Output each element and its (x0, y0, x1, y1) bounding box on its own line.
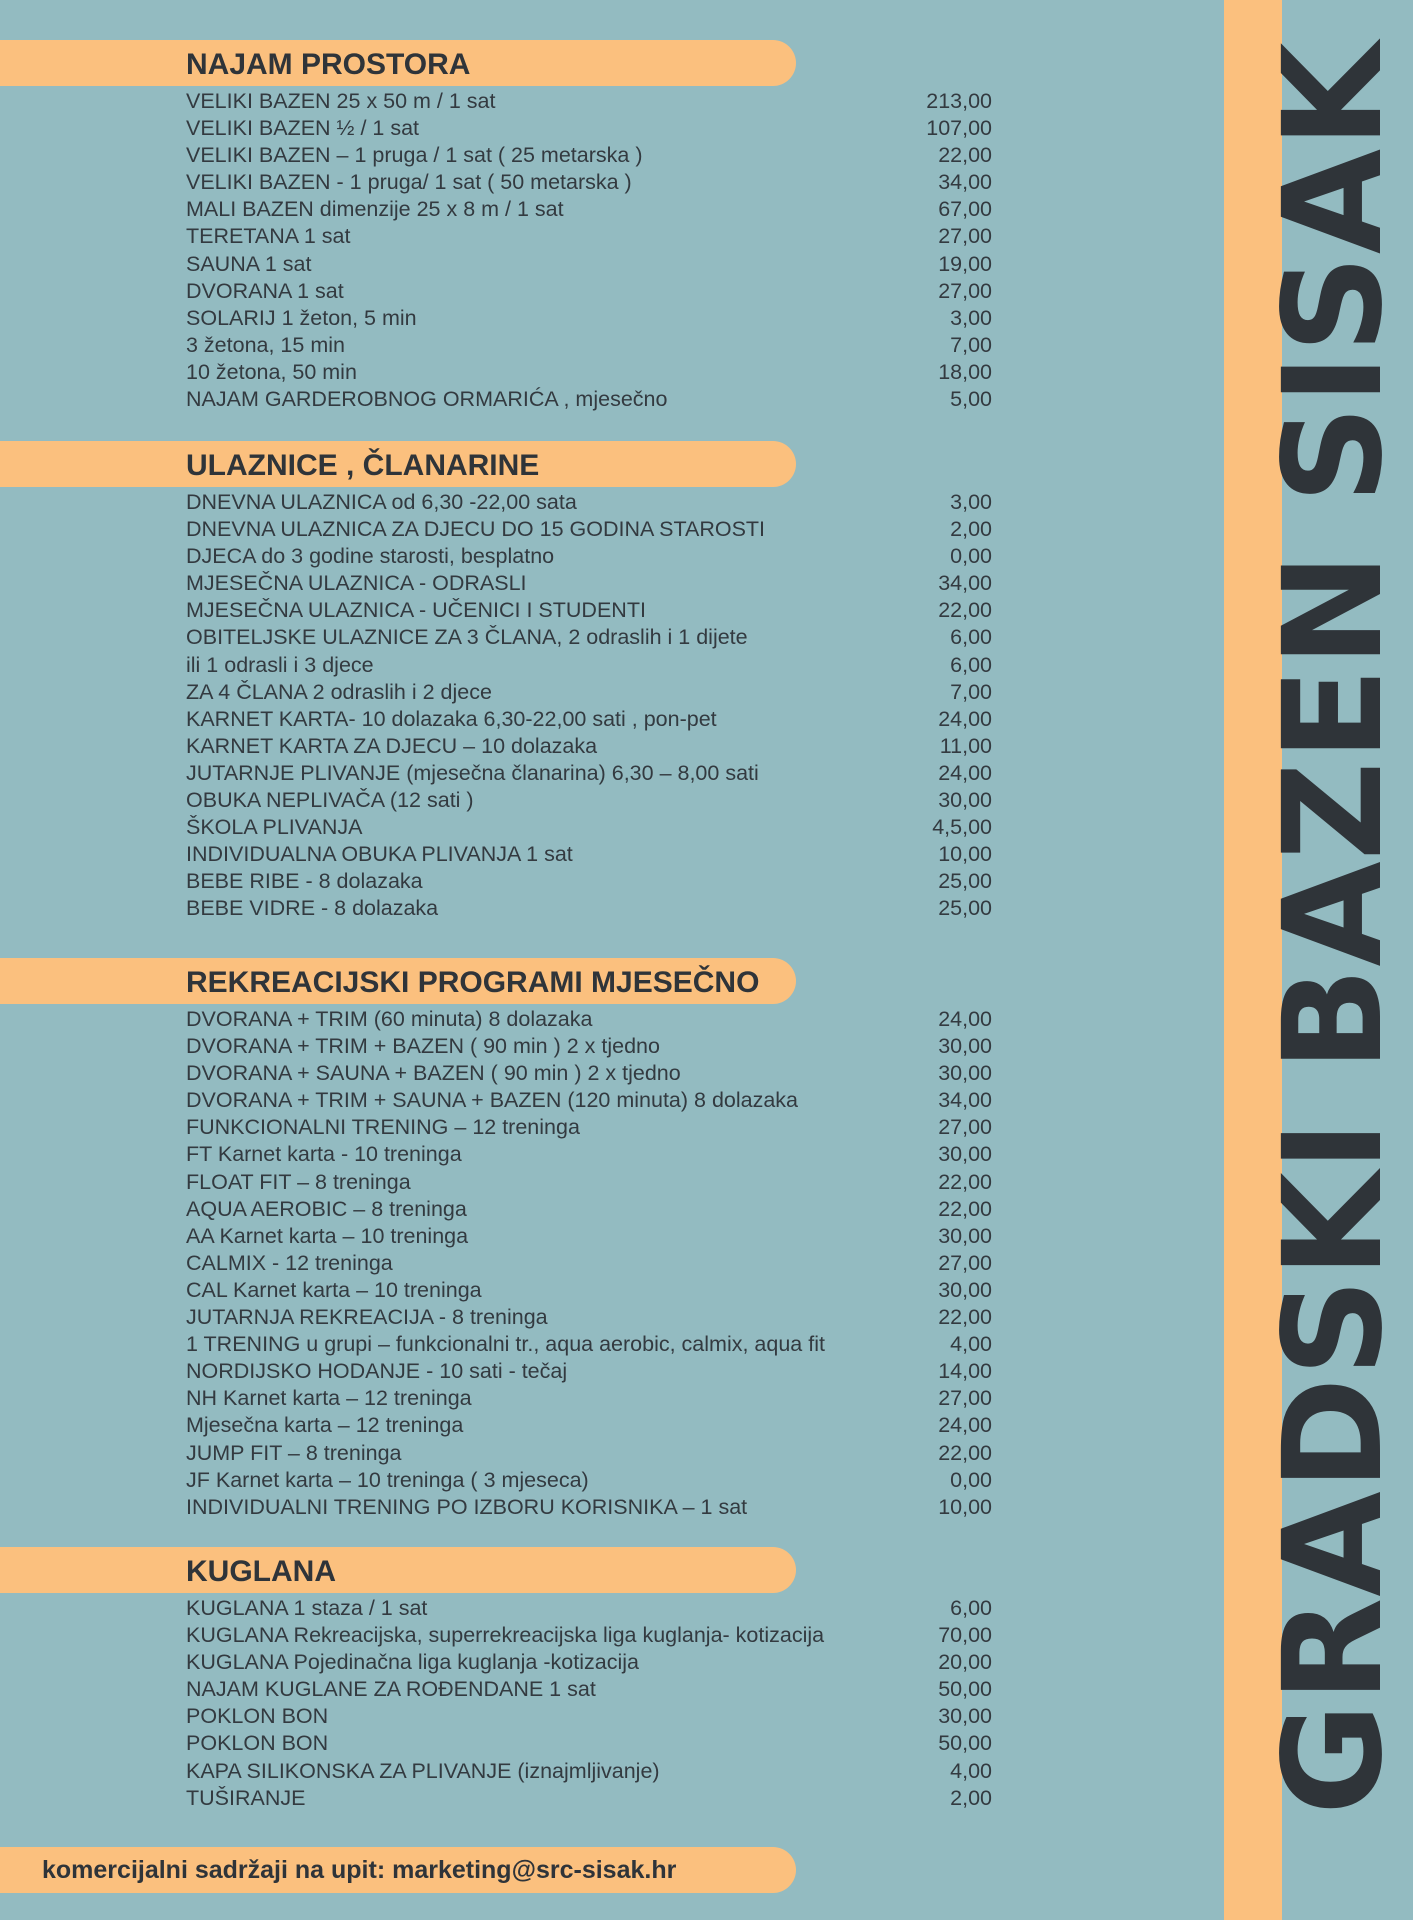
price-row (186, 1087, 992, 1114)
item-label: BEBE VIDRE - 8 dolazaka (186, 896, 439, 921)
item-label: 3 žetona, 15 min (186, 332, 345, 357)
price-row (186, 1649, 992, 1676)
item-label: SOLARIJ 1 žeton, 5 min (186, 305, 417, 330)
price-row (186, 1304, 992, 1331)
item-price: 4,5,00 (932, 815, 992, 840)
price-row (186, 787, 992, 814)
item-price: 34,00 (938, 170, 992, 195)
item-label: OBUKA NEPLIVAČA (12 sati ) (186, 788, 474, 813)
price-row (186, 570, 992, 597)
item-price: 34,00 (938, 1088, 992, 1113)
item-label: Mjesečna karta – 12 treninga (186, 1413, 464, 1438)
item-price: 27,00 (938, 1115, 992, 1140)
item-label: KUGLANA Rekreacijska, superrekreacijska liga kuglanja- kotizacija (186, 1623, 825, 1648)
price-row (186, 516, 992, 543)
price-row (186, 1785, 992, 1812)
item-label: JF Karnet karta – 10 treninga ( 3 mjeseca) (186, 1467, 589, 1492)
item-label: INDIVIDUALNA OBUKA PLIVANJA 1 sat (186, 842, 573, 867)
price-row (186, 1223, 992, 1250)
price-row (186, 760, 992, 787)
item-price: 6,00 (950, 652, 992, 677)
item-label: 10 žetona, 50 min (186, 359, 357, 384)
item-price: 25,00 (938, 869, 992, 894)
item-label: FUNKCIONALNI TRENING – 12 treninga (186, 1115, 580, 1140)
item-price: 27,00 (938, 224, 992, 249)
item-price: 30,00 (938, 1061, 992, 1086)
price-row (186, 1758, 992, 1785)
item-price: 30,00 (938, 788, 992, 813)
item-price: 2,00 (950, 517, 992, 542)
item-label: TERETANA 1 sat (186, 224, 351, 249)
price-row (186, 895, 992, 922)
item-label: MJESEČNA ULAZNICA - UČENICI I STUDENTI (186, 598, 646, 623)
item-price: 24,00 (938, 760, 992, 785)
price-row (186, 597, 992, 624)
item-label: VELIKI BAZEN - 1 pruga/ 1 sat ( 50 metarska ) (186, 170, 632, 195)
item-label: KARNET KARTA- 10 dolazaka 6,30-22,00 sati , pon-pet (186, 706, 717, 731)
item-label: TUŠIRANJE (186, 1785, 306, 1810)
price-row (186, 251, 992, 278)
item-label: FT Karnet karta - 10 treninga (186, 1142, 462, 1167)
item-label: POKLON BON (186, 1731, 329, 1756)
item-price: 22,00 (938, 1305, 992, 1330)
section-title: NAJAM PROSTORA (186, 48, 471, 81)
item-label: NAJAM KUGLANE ZA ROĐENDANE 1 sat (186, 1677, 596, 1702)
item-label: BEBE RIBE - 8 dolazaka (186, 869, 423, 894)
item-label: FLOAT FIT – 8 treninga (186, 1169, 411, 1194)
price-row (186, 1494, 992, 1521)
price-list (186, 88, 992, 413)
item-price: 14,00 (938, 1359, 992, 1384)
footer-banner (0, 1847, 796, 1893)
item-price: 67,00 (938, 197, 992, 222)
item-price: 20,00 (938, 1650, 992, 1675)
item-label: INDIVIDUALNI TRENING PO IZBORU KORISNIKA – 1 sat (186, 1494, 748, 1519)
price-row (186, 223, 992, 250)
item-label: DVORANA + TRIM (60 minuta) 8 dolazaka (186, 1007, 593, 1031)
item-label: JUTARNJA REKREACIJA - 8 treninga (186, 1305, 548, 1330)
item-price: 30,00 (938, 1223, 992, 1248)
item-price: 25,00 (938, 896, 992, 921)
item-price: 22,00 (938, 1169, 992, 1194)
item-label: JUMP FIT – 8 treninga (186, 1440, 402, 1465)
item-price: 2,00 (950, 1785, 992, 1810)
item-label: AQUA AEROBIC – 8 treninga (186, 1196, 467, 1221)
price-row (186, 543, 992, 570)
price-row (186, 386, 992, 413)
section-title: ULAZNICE , ČLANARINE (186, 449, 540, 482)
price-row (186, 278, 992, 305)
item-price: 27,00 (938, 1386, 992, 1411)
price-row (186, 169, 992, 196)
item-label: OBITELJSKE ULAZNICE ZA 3 ČLANA, 2 odraslih i 1 dijete (186, 625, 748, 650)
item-label: CALMIX - 12 treninga (186, 1250, 393, 1275)
item-price: 30,00 (938, 1034, 992, 1059)
item-price: 50,00 (938, 1677, 992, 1702)
price-row (186, 1277, 992, 1304)
item-label: AA Karnet karta – 10 treninga (186, 1223, 469, 1248)
price-list (186, 489, 992, 923)
price-row (186, 115, 992, 142)
price-row (186, 1412, 992, 1439)
price-row (186, 1676, 992, 1703)
item-price: 0,00 (950, 544, 992, 569)
item-price: 22,00 (938, 598, 992, 623)
price-row (186, 733, 992, 760)
item-label: VELIKI BAZEN 25 x 50 m / 1 sat (186, 89, 496, 113)
item-price: 34,00 (938, 571, 992, 596)
item-label: VELIKI BAZEN – 1 pruga / 1 sat ( 25 metarska ) (186, 143, 643, 168)
item-price: 10,00 (938, 1494, 992, 1519)
item-price: 24,00 (938, 1413, 992, 1438)
item-label: KUGLANA 1 staza / 1 sat (186, 1596, 428, 1620)
item-price: 27,00 (938, 1250, 992, 1275)
price-row (186, 624, 992, 651)
item-label: ili 1 odrasli i 3 djece (186, 652, 374, 677)
price-row (186, 196, 992, 223)
item-price: 19,00 (938, 251, 992, 276)
item-price: 5,00 (950, 387, 992, 412)
item-price: 7,00 (950, 679, 992, 704)
price-row (186, 1006, 992, 1033)
item-price: 213,00 (926, 89, 992, 113)
price-row (186, 814, 992, 841)
item-price: 11,00 (939, 733, 992, 758)
item-label: VELIKI BAZEN ½ / 1 sat (186, 116, 420, 141)
item-price: 18,00 (938, 359, 992, 384)
price-row (186, 841, 992, 868)
item-price: 6,00 (950, 1596, 992, 1620)
item-price: 4,00 (950, 1332, 992, 1357)
item-label: DVORANA + TRIM + BAZEN ( 90 min ) 2 x tjedno (186, 1034, 660, 1059)
item-price: 70,00 (938, 1623, 992, 1648)
item-price: 24,00 (938, 1007, 992, 1031)
item-label: 1 TRENING u grupi – funkcionalni tr., aqua aerobic, calmix, aqua fit (186, 1332, 825, 1357)
item-label: ŠKOLA PLIVANJA (186, 815, 363, 840)
item-label: KAPA SILIKONSKA ZA PLIVANJE (iznajmljivanje) (186, 1758, 660, 1783)
item-price: 3,00 (950, 490, 992, 514)
item-price: 4,00 (950, 1758, 992, 1783)
price-list (186, 1595, 992, 1812)
item-label: DNEVNA ULAZNICA ZA DJECU DO 15 GODINA STAROSTI (186, 517, 766, 542)
price-row (186, 142, 992, 169)
price-row (186, 1703, 992, 1730)
item-price: 0,00 (950, 1467, 992, 1492)
item-label: DNEVNA ULAZNICA od 6,30 -22,00 sata (186, 490, 577, 514)
price-row (186, 652, 992, 679)
item-price: 27,00 (938, 278, 992, 303)
price-row (186, 1467, 992, 1494)
price-row (186, 1385, 992, 1412)
section-title: KUGLANA (186, 1555, 336, 1588)
price-row (186, 1114, 992, 1141)
item-label: KARNET KARTA ZA DJECU – 10 dolazaka (186, 733, 598, 758)
item-price: 24,00 (938, 706, 992, 731)
price-row (186, 1169, 992, 1196)
price-row (186, 1331, 992, 1358)
item-price: 30,00 (938, 1704, 992, 1729)
price-row (186, 489, 992, 516)
price-row (186, 359, 992, 386)
item-label: MJESEČNA ULAZNICA - ODRASLI (186, 571, 527, 596)
price-row (186, 1250, 992, 1277)
item-label: DVORANA 1 sat (186, 278, 344, 303)
footer-text: komercijalni sadržaji na upit: marketing@src-sisak.hr (42, 1856, 677, 1884)
item-label: JUTARNJE PLIVANJE (mjesečna članarina) 6,30 – 8,00 sati (186, 760, 759, 785)
item-label: DVORANA + TRIM + SAUNA + BAZEN (120 minuta) 8 dolazaka (186, 1088, 799, 1113)
item-label: DJECA do 3 godine starosti, besplatno (186, 544, 555, 569)
price-row (186, 1440, 992, 1467)
item-label: NH Karnet karta – 12 treninga (186, 1386, 472, 1411)
item-price: 7,00 (950, 332, 992, 357)
item-label: MALI BAZEN dimenzije 25 x 8 m / 1 sat (186, 197, 564, 222)
price-row (186, 332, 992, 359)
item-price: 22,00 (938, 1196, 992, 1221)
item-price: 107,00 (926, 116, 992, 141)
item-price: 6,00 (950, 625, 992, 650)
item-price: 30,00 (938, 1142, 992, 1167)
price-row (186, 1033, 992, 1060)
vertical-title: GRADSKI BAZEN SISAK (1255, 41, 1413, 1815)
price-row (186, 1196, 992, 1223)
item-label: NAJAM GARDEROBNOG ORMARIĆA , mjesečno (186, 387, 668, 412)
price-row (186, 1060, 992, 1087)
item-price: 22,00 (938, 1440, 992, 1465)
item-label: ZA 4 ČLANA 2 odraslih i 2 djece (186, 679, 492, 704)
price-row (186, 706, 992, 733)
section-title: REKREACIJSKI PROGRAMI MJESEČNO (186, 966, 760, 999)
item-price: 3,00 (950, 305, 992, 330)
item-price: 22,00 (938, 143, 992, 168)
item-price: 10,00 (938, 842, 992, 867)
price-row (186, 1622, 992, 1649)
price-list (186, 1006, 992, 1521)
item-price: 30,00 (938, 1277, 992, 1302)
price-row (186, 1730, 992, 1757)
item-label: NORDIJSKO HODANJE - 10 sati - tečaj (186, 1359, 568, 1384)
price-row (186, 868, 992, 895)
price-row (186, 1595, 992, 1622)
item-label: KUGLANA Pojedinačna liga kuglanja -kotizacija (186, 1650, 639, 1675)
price-row (186, 305, 992, 332)
item-price: 50,00 (938, 1731, 992, 1756)
price-row (186, 88, 992, 115)
price-row (186, 679, 992, 706)
item-label: DVORANA + SAUNA + BAZEN ( 90 min ) 2 x tjedno (186, 1061, 681, 1086)
item-label: POKLON BON (186, 1704, 329, 1729)
price-row (186, 1141, 992, 1168)
section-header-banner (0, 1547, 796, 1593)
item-label: SAUNA 1 sat (186, 251, 312, 276)
price-row (186, 1358, 992, 1385)
item-label: CAL Karnet karta – 10 treninga (186, 1277, 482, 1302)
